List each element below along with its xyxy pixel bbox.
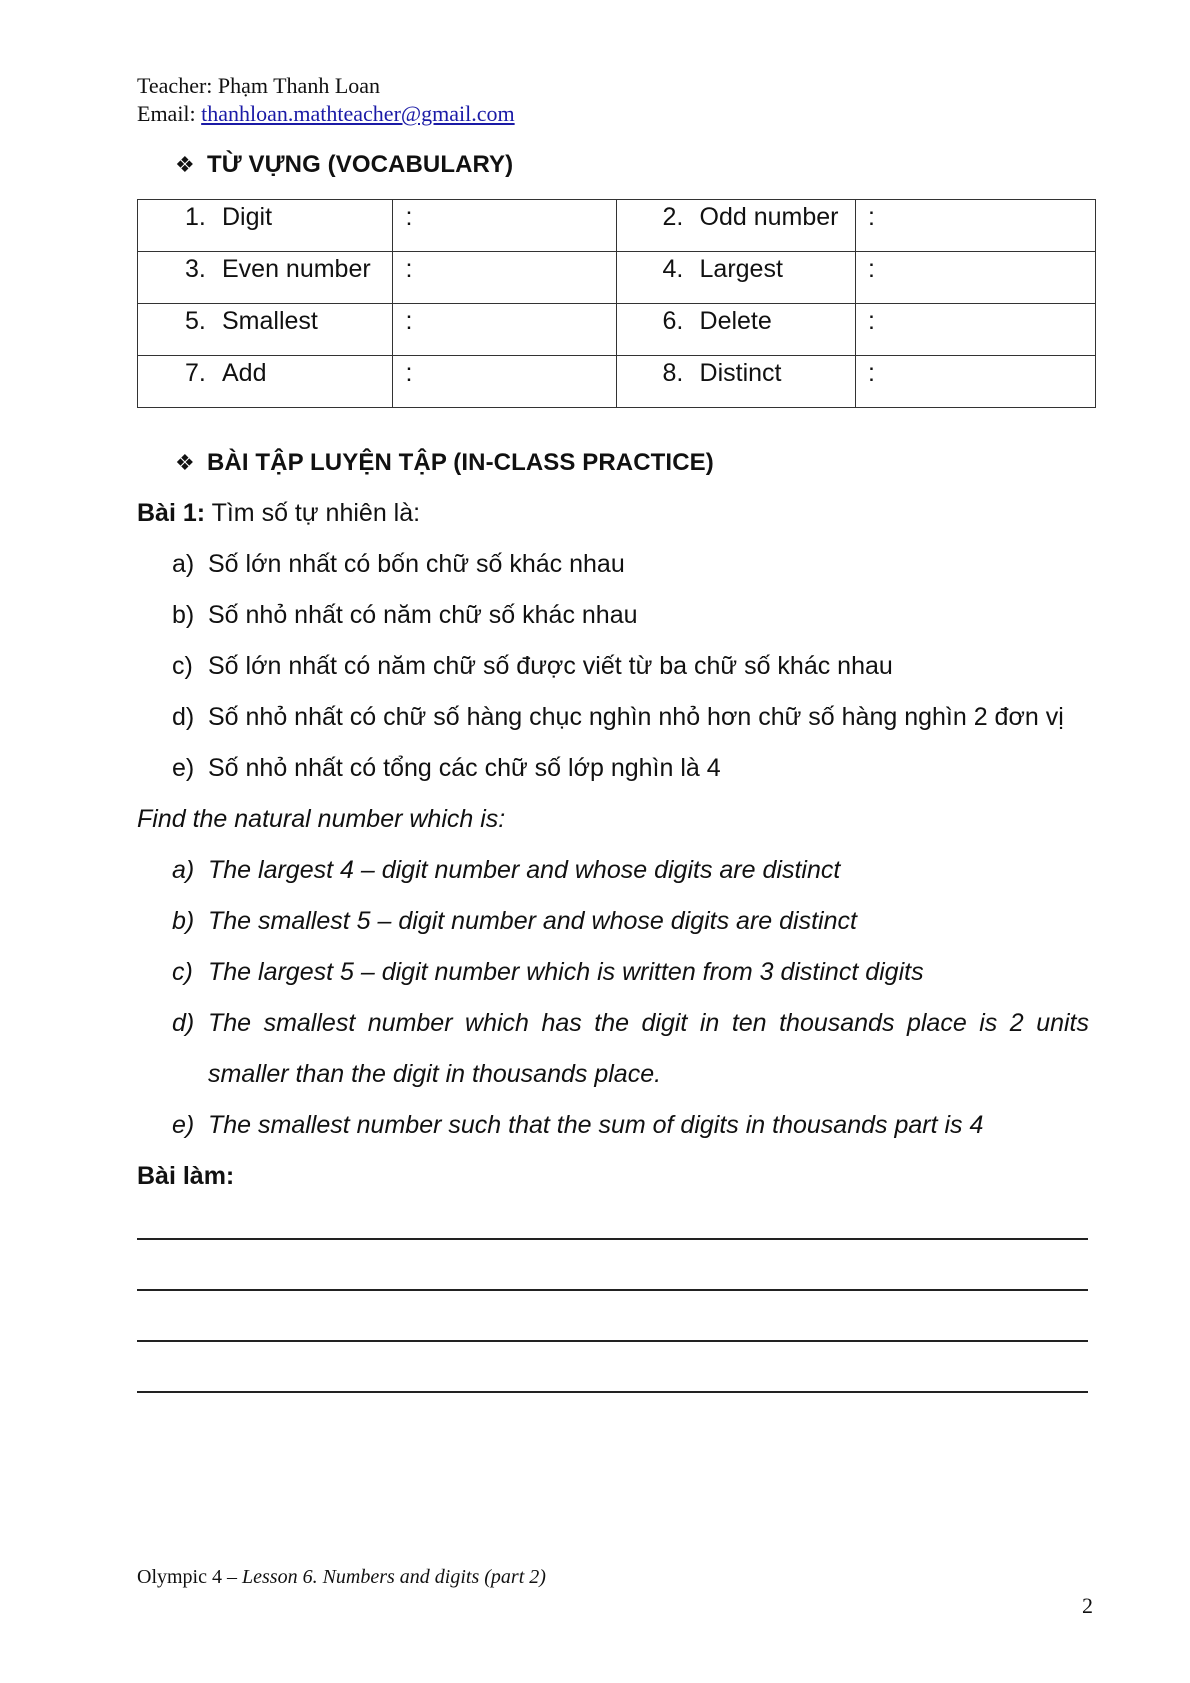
colon: : bbox=[868, 307, 875, 335]
term-text: Largest bbox=[699, 255, 783, 283]
item-text: The smallest 5 – digit number and whose digits are distinct bbox=[208, 907, 857, 935]
list-item bbox=[172, 752, 721, 784]
vocab-meaning-cell[interactable] bbox=[393, 304, 616, 356]
diamond-bullet-icon: ❖ bbox=[175, 152, 195, 177]
answer-line[interactable] bbox=[137, 1391, 1088, 1393]
item-text: Số nhỏ nhất có tổng các chữ số lớp nghìn là 4 bbox=[208, 754, 721, 782]
vocabulary-heading bbox=[175, 151, 513, 179]
term-text: Delete bbox=[699, 307, 772, 335]
lesson-title: Lesson 6. Numbers and digits (part 2) bbox=[242, 1566, 546, 1588]
vocab-meaning-cell[interactable] bbox=[393, 252, 616, 304]
vocab-term-cell bbox=[616, 304, 855, 356]
list-item bbox=[172, 854, 840, 886]
table-row bbox=[138, 252, 1096, 304]
diamond-bullet-icon: ❖ bbox=[175, 450, 195, 475]
term-text: Smallest bbox=[222, 307, 318, 335]
answer-line[interactable] bbox=[137, 1238, 1088, 1240]
item-label: a) bbox=[172, 856, 195, 884]
term-text: Digit bbox=[222, 203, 273, 231]
term-text: Distinct bbox=[699, 359, 782, 387]
term-text: Even number bbox=[222, 255, 371, 283]
vocab-meaning-cell[interactable] bbox=[856, 200, 1096, 252]
item-text: Số nhỏ nhất có năm chữ số khác nhau bbox=[208, 601, 638, 629]
colon: : bbox=[405, 307, 413, 335]
exercise-label: Bài 1: bbox=[137, 499, 206, 527]
item-label: e) bbox=[172, 754, 195, 782]
term-text: Add bbox=[222, 359, 267, 387]
term-number: 7. bbox=[185, 359, 206, 387]
exercise-1-prompt bbox=[137, 497, 420, 529]
colon: : bbox=[868, 255, 875, 283]
item-label: b) bbox=[172, 907, 195, 935]
practice-heading bbox=[175, 449, 714, 477]
item-label: e) bbox=[172, 1111, 195, 1139]
table-row bbox=[138, 356, 1096, 408]
email-label: Email: bbox=[137, 101, 202, 126]
vocab-meaning-cell[interactable] bbox=[856, 252, 1096, 304]
vocab-term-cell bbox=[138, 252, 393, 304]
item-text: The largest 4 – digit number and whose digits are distinct bbox=[208, 856, 841, 884]
list-item bbox=[172, 1007, 1089, 1039]
list-item bbox=[172, 599, 638, 631]
vocab-term-cell bbox=[138, 200, 393, 252]
list-item bbox=[172, 1109, 983, 1141]
item-text: Số lớn nhất có năm chữ số được viết từ ba chữ số khác nhau bbox=[208, 652, 893, 680]
list-item bbox=[172, 956, 924, 988]
colon: : bbox=[405, 203, 413, 231]
term-text: Odd number bbox=[699, 203, 839, 231]
item-label: d) bbox=[172, 703, 195, 731]
term-number: 3. bbox=[185, 255, 206, 283]
term-number: 8. bbox=[662, 359, 684, 387]
exercise-text: Tìm số tự nhiên là: bbox=[205, 499, 421, 527]
term-number: 2. bbox=[662, 203, 684, 231]
vocab-meaning-cell[interactable] bbox=[393, 200, 616, 252]
vocab-term-cell bbox=[616, 252, 855, 304]
item-label: c) bbox=[172, 652, 193, 680]
vocab-term-cell bbox=[616, 200, 855, 252]
practice-title: BÀI TẬP LUYỆN TẬP (IN-CLASS PRACTICE) bbox=[207, 449, 714, 476]
vocab-term-cell bbox=[138, 356, 393, 408]
vocab-term-cell bbox=[138, 304, 393, 356]
colon: : bbox=[868, 359, 875, 387]
vocabulary-title: TỪ VỰNG (VOCABULARY) bbox=[207, 151, 514, 178]
table-row bbox=[138, 304, 1096, 356]
vocab-meaning-cell[interactable] bbox=[856, 356, 1096, 408]
item-label: a) bbox=[172, 550, 195, 578]
item-text: The largest 5 – digit number which is written from 3 distinct digits bbox=[208, 958, 924, 986]
term-number: 4. bbox=[662, 255, 684, 283]
item-text: Số nhỏ nhất có chữ số hàng chục nghìn nhỏ hơn chữ số hàng nghìn 2 đơn vị bbox=[208, 703, 1064, 731]
english-intro: Find the natural number which is: bbox=[137, 805, 506, 833]
list-item-continuation: smaller than the digit in thousands place. bbox=[208, 1060, 662, 1088]
course-name: Olympic 4 – bbox=[137, 1566, 242, 1588]
page-number: 2 bbox=[1082, 1593, 1093, 1618]
item-text: The smallest number such that the sum of digits in thousands part is 4 bbox=[208, 1111, 984, 1139]
page-header bbox=[137, 72, 515, 128]
answer-label bbox=[137, 1160, 234, 1192]
page-footer bbox=[137, 1566, 546, 1589]
teacher-line: Teacher: Phạm Thanh Loan bbox=[137, 73, 381, 98]
list-item bbox=[172, 650, 893, 682]
item-text: Số lớn nhất có bốn chữ số khác nhau bbox=[208, 550, 625, 578]
answer-label-text: Bài làm: bbox=[137, 1162, 235, 1190]
item-text: The smallest number which has the digit in ten thousands place is 2 units bbox=[208, 1009, 1089, 1037]
vocab-term-cell bbox=[616, 356, 855, 408]
answer-line[interactable] bbox=[137, 1340, 1088, 1342]
email-link[interactable]: thanhloan.mathteacher@gmail.com bbox=[201, 101, 515, 126]
colon: : bbox=[405, 359, 413, 387]
colon: : bbox=[868, 203, 875, 231]
table-row bbox=[138, 200, 1096, 252]
term-number: 5. bbox=[185, 307, 206, 335]
colon: : bbox=[405, 255, 413, 283]
list-item bbox=[172, 905, 857, 937]
answer-line[interactable] bbox=[137, 1289, 1088, 1291]
vocab-meaning-cell[interactable] bbox=[856, 304, 1096, 356]
email-line bbox=[137, 100, 515, 128]
term-number: 1. bbox=[185, 203, 206, 231]
list-item bbox=[172, 548, 625, 580]
vocabulary-table bbox=[137, 199, 1096, 408]
term-number: 6. bbox=[662, 307, 684, 335]
vocab-meaning-cell[interactable] bbox=[393, 356, 616, 408]
item-label: c) bbox=[172, 958, 193, 986]
item-label: b) bbox=[172, 601, 195, 629]
item-label: d) bbox=[172, 1009, 195, 1037]
list-item bbox=[172, 701, 1064, 733]
